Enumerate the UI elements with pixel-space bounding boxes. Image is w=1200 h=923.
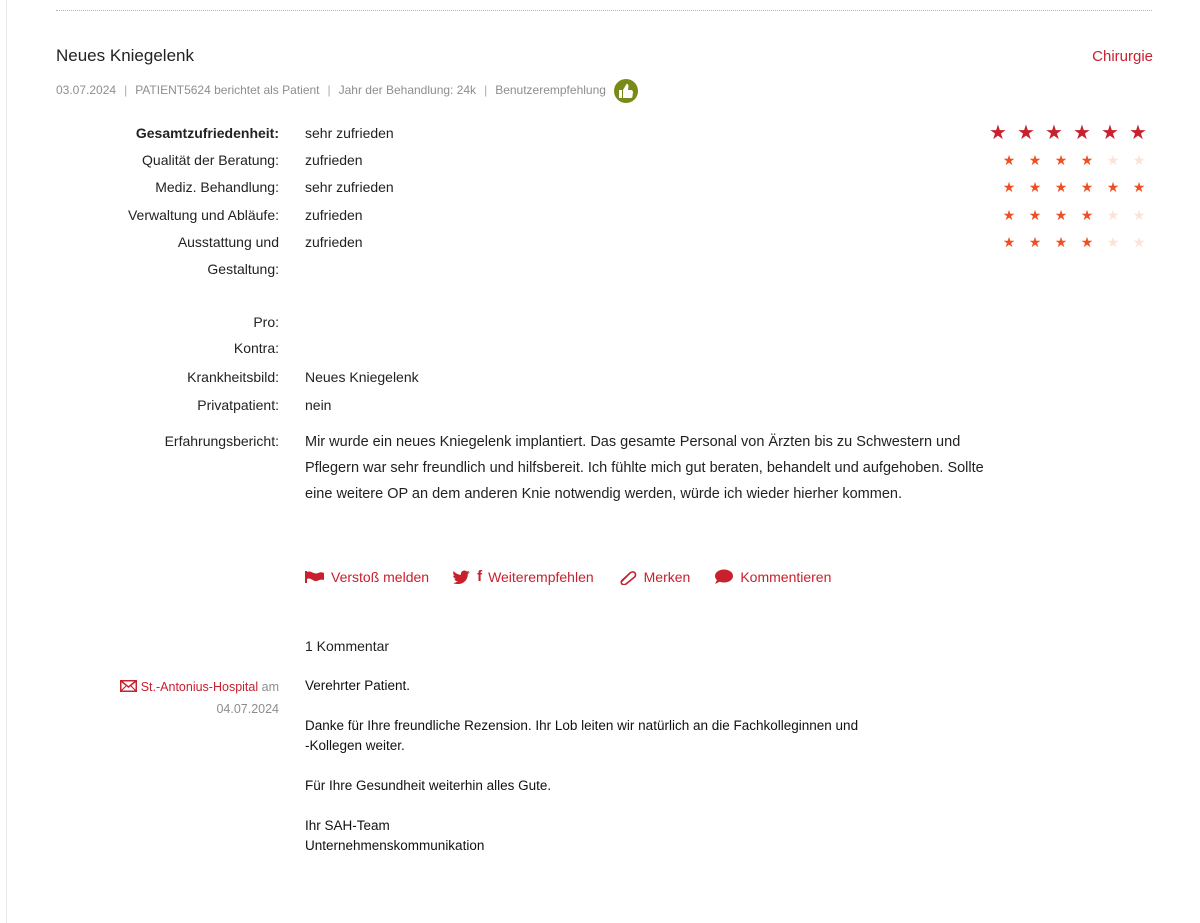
star-icon: ★ (1106, 179, 1120, 195)
comment-label: Kommentieren (740, 568, 832, 585)
rating-stars-beratung (996, 147, 1152, 174)
bookmark-button[interactable] (618, 569, 691, 585)
review-title: Neues Kniegelenk (56, 46, 194, 65)
review-date: 03.07.2024 (56, 83, 117, 97)
star-icon: ★ (1028, 207, 1042, 223)
meta-separator: | (327, 83, 331, 97)
star-icon: ★ (1017, 122, 1035, 144)
star-icon: ★ (1080, 207, 1094, 223)
label-line: Ausstattung und (177, 234, 279, 250)
star-icon: ★ (1045, 122, 1063, 144)
star-icon: ★ (1080, 179, 1094, 195)
report-label: Verstoß melden (331, 568, 430, 585)
star-icon: ★ (1101, 122, 1119, 144)
rating-value-behandlung: sehr zufrieden (305, 179, 394, 195)
rating-label-verwaltung: Verwaltung und Abläufe: (127, 207, 279, 223)
envelope-icon[interactable] (120, 680, 137, 692)
erfahrungsbericht-text: Mir wurde ein neues Kniegelenk implantiert. Das gesamte Personal von Ärzten bis zu Schwestern und Pflegern war sehr freundlich und hilfsbereit. Ich fühlte mich gut beraten, behandelt und aufgehoben. Sollte eine weitere OP an dem anderen Knie notwendig werden, würde ich wieder hierher kommen. (305, 434, 984, 502)
rating-stars-behandlung (996, 174, 1152, 201)
star-icon: ★ (1054, 179, 1068, 195)
comment-paragraph: Für Ihre Gesundheit weiterhin alles Gute. (305, 778, 552, 793)
star-icon: ★ (1054, 207, 1068, 223)
star-empty-icon: ★ (1106, 207, 1120, 223)
star-icon: ★ (1132, 179, 1146, 195)
krankheitsbild-label: Krankheitsbild: (187, 369, 279, 385)
rating-stars-ausstattung (996, 229, 1152, 256)
erfahrungsbericht-label: Erfahrungsbericht: (164, 433, 279, 449)
thumbs-up-icon (614, 79, 638, 103)
recommendation-label: Benutzerempfehlung (495, 83, 606, 97)
rating-stars-verwaltung (996, 202, 1152, 229)
label-line: Gestaltung: (207, 261, 279, 277)
recommend-label: Weiterempfehlen (488, 568, 594, 585)
flag-icon (305, 570, 325, 584)
star-empty-icon: ★ (1106, 234, 1120, 250)
report-button[interactable] (305, 569, 429, 585)
star-icon: ★ (1080, 234, 1094, 250)
privatpatient-value: nein (305, 397, 332, 413)
twitter-icon (453, 570, 471, 584)
rating-value-beratung: zufrieden (305, 152, 363, 168)
review-author: PATIENT5624 berichtet als Patient (135, 83, 320, 97)
review-meta (56, 78, 638, 102)
rating-label-beratung: Qualität der Beratung: (142, 152, 279, 168)
star-icon: ★ (1080, 152, 1094, 168)
rating-label-overall: Gesamtzufriedenheit: (135, 125, 279, 141)
review-actions (305, 568, 855, 585)
comment-author-link[interactable]: St.-Antonius-Hospital (140, 680, 259, 694)
star-icon: ★ (1002, 207, 1016, 223)
contra-label: Kontra: (233, 340, 279, 356)
comment-signature-dept: Unternehmenskommunikation (305, 838, 485, 853)
comment-paragraph: Verehrter Patient. (305, 678, 411, 693)
star-empty-icon: ★ (1106, 152, 1120, 168)
meta-separator: | (124, 83, 128, 97)
star-icon: ★ (1028, 152, 1042, 168)
pro-label: Pro: (253, 314, 279, 330)
star-empty-icon: ★ (1132, 234, 1146, 250)
treatment-year: Jahr der Behandlung: 24k (338, 83, 477, 97)
star-empty-icon: ★ (1132, 207, 1146, 223)
bookmark-label: Merken (643, 568, 691, 585)
rating-label-behandlung: Mediz. Behandlung: (155, 179, 279, 195)
star-icon: ★ (1002, 179, 1016, 195)
star-empty-icon: ★ (1132, 152, 1146, 168)
rating-value-verwaltung: zufrieden (305, 207, 363, 223)
star-icon: ★ (1129, 122, 1147, 144)
comments-count: 1 Kommentar (305, 638, 390, 654)
comment-paragraph: Danke für Ihre freundliche Rezension. Ihr Lob leiten wir natürlich an die Fachkolleginnen und -Kollegen weiter. (305, 718, 859, 753)
star-icon: ★ (1054, 152, 1068, 168)
review-category-link[interactable]: Chirurgie (1092, 48, 1153, 65)
rating-stars-overall (984, 120, 1152, 147)
comment-button[interactable] (714, 569, 831, 585)
divider (56, 10, 1152, 11)
star-icon: ★ (1028, 234, 1042, 250)
facebook-icon: f (477, 568, 483, 585)
comment-date: 04.07.2024 (216, 702, 279, 716)
star-icon: ★ (1054, 234, 1068, 250)
comment-author (0, 674, 279, 700)
comment-author-am: am (261, 680, 279, 694)
rating-value-overall: sehr zufrieden (305, 125, 394, 141)
comment-paragraph (305, 816, 865, 856)
star-icon: ★ (1073, 122, 1091, 144)
krankheitsbild-value: Neues Kniegelenk (305, 369, 419, 385)
comment-body (305, 676, 865, 876)
star-icon: ★ (1002, 152, 1016, 168)
rating-label-ausstattung (0, 229, 279, 283)
star-icon: ★ (1002, 234, 1016, 250)
speech-bubble-icon (714, 569, 734, 585)
comment-signature: Ihr SAH-Team (305, 818, 390, 833)
star-icon: ★ (1028, 179, 1042, 195)
star-icon: ★ (989, 122, 1007, 144)
privatpatient-label: Privatpatient: (197, 397, 279, 413)
paperclip-icon (618, 569, 638, 585)
recommend-button[interactable] (453, 568, 594, 585)
rating-value-ausstattung: zufrieden (305, 234, 363, 250)
meta-separator: | (484, 83, 488, 97)
